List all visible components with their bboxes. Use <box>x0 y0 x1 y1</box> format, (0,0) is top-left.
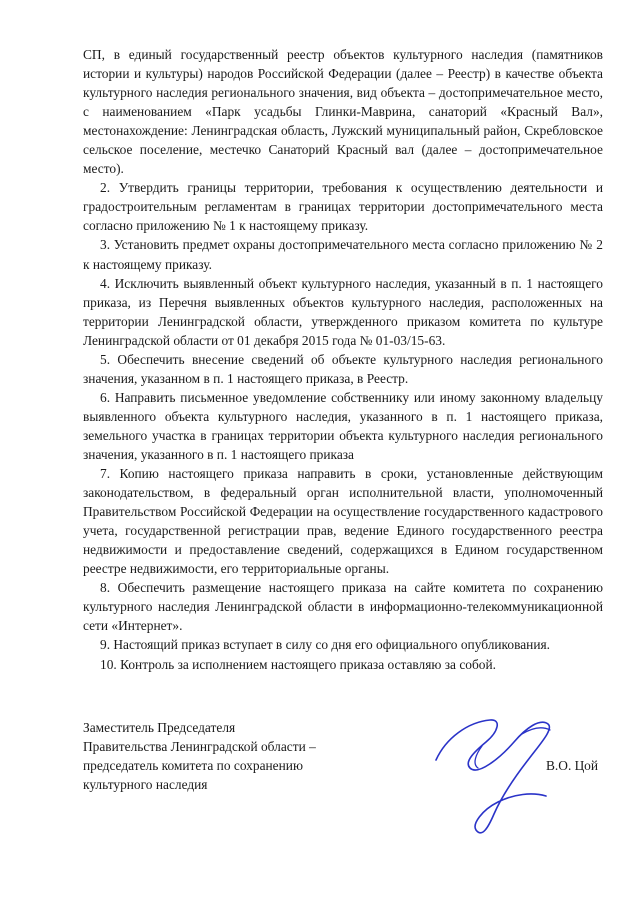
paragraph-1-continuation: СП, в единый государственный реестр объектов культурного наследия (памятников истории и культуры) народов Российской Федерации (далее – Реестр) в качестве объекта культурного наследия регионального значения, вид объекта – достопримечательное место, с наименованием «Парк усадьбы Глинки-Маврина, санаторий «Красный Вал», местонахождение: Ленинградская область, Лужский муниципальный район, Скребловское сельское поселение, местечко Санаторий Красный вал (далее – достопримечательное место). <box>83 47 603 177</box>
signatory-title-line: культурного наследия <box>83 777 208 793</box>
signatory-name: В.О. Цой <box>546 758 598 773</box>
paragraph-9: 9. Настоящий приказ вступает в силу со дня его официального опубликования. <box>100 637 550 653</box>
signature-block <box>83 718 603 838</box>
paragraph-7: 7. Копию настоящего приказа направить в сроки, установленные действующим законодательством, в федеральный орган исполнительной власти, уполномоченный Правительством Российской Федерации на осуществление государственного кадастрового учета, государственной регистрации прав, ведение Единого государственного реестра недвижимости и предоставление сведений, содержащихся в Едином государственном реестре недвижимости, его территориальные органы. <box>83 466 603 577</box>
signatory-title <box>83 718 363 794</box>
paragraph-3: 3. Установить предмет охраны достопримечательного места согласно приложению № 2 к настоящему приказу. <box>83 237 603 272</box>
paragraph-10: 10. Контроль за исполнением настоящего приказа оставляю за собой. <box>100 656 496 672</box>
document-body <box>83 45 603 674</box>
signatory-title-line: Заместитель Председателя <box>83 720 236 735</box>
paragraph-2: 2. Утвердить границы территории, требования к осуществлению деятельности и градостроительным регламентам в границах территории достопримечательного места согласно приложению № 1 к настоящему приказу. <box>83 180 603 234</box>
paragraph-5: 5. Обеспечить внесение сведений об объекте культурного наследия регионального значения, указанном в п. 1 настоящего приказа, в Реестр. <box>83 351 603 386</box>
paragraph-8: 8. Обеспечить размещение настоящего приказа на сайте комитета по сохранению культурного наследия Ленинградской области в информационно-телекоммуникационной сети «Интернет». <box>83 580 603 634</box>
paragraph-6: 6. Направить письменное уведомление собственнику или иному законному владельцу выявленного объекта культурного наследия, указанного в п. 1 настоящего приказа, земельного участка в границах территории объекта культурного наследия регионального значения, указанного в п. 1 настоящего приказа <box>83 389 603 462</box>
paragraph-4: 4. Исключить выявленный объект культурного наследия, указанный в п. 1 настоящего приказа, из Перечня выявленных объектов культурного наследия, расположенных на территории Ленинградской области, утвержденного приказом комитета по культуре Ленинградской области от 01 декабря 2015 года № 01-03/15-63. <box>83 275 603 348</box>
signatory-title-line: председатель комитета по сохранению <box>83 758 303 774</box>
signatory-title-line: Правительства Ленинградской области – <box>83 739 316 755</box>
